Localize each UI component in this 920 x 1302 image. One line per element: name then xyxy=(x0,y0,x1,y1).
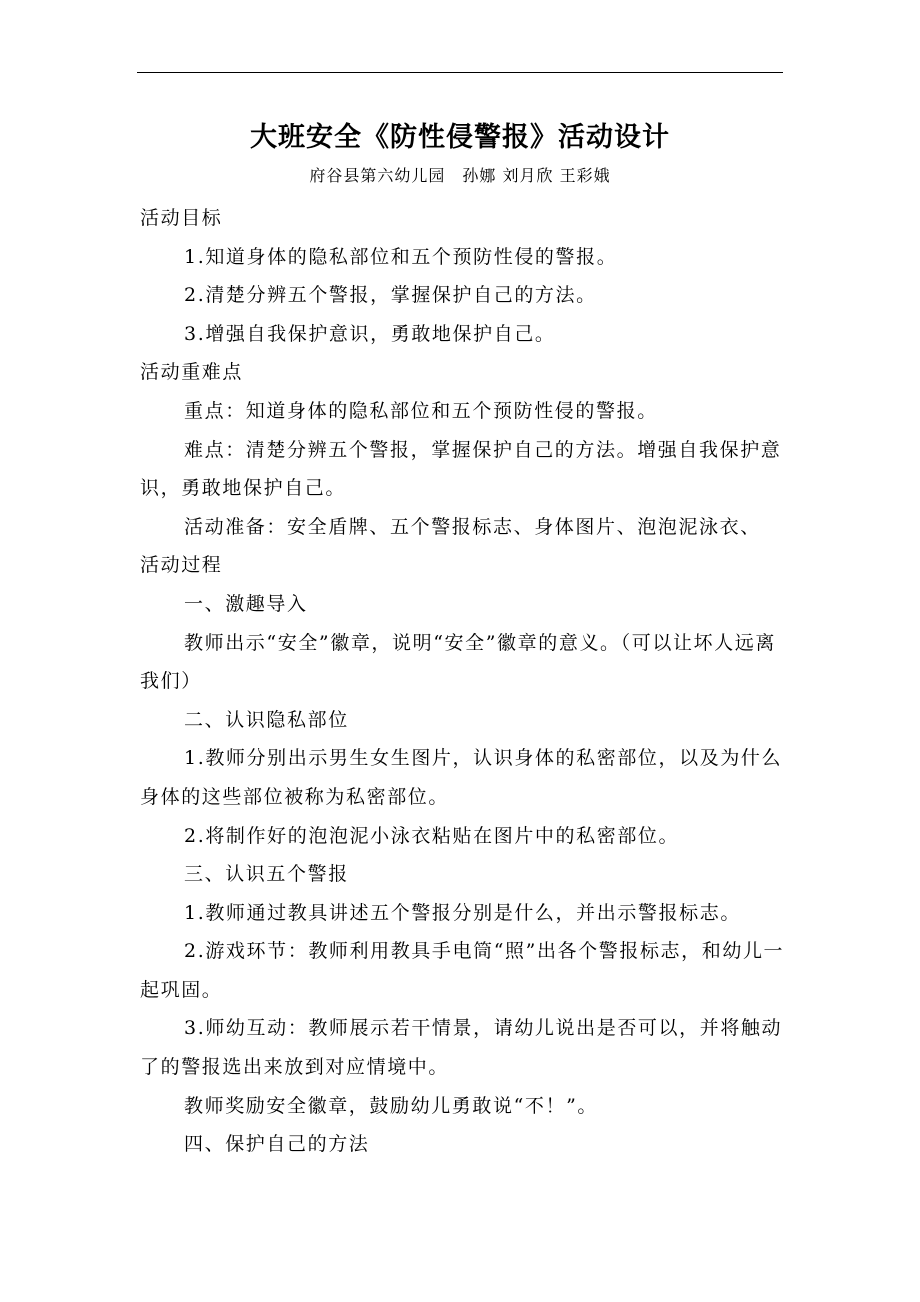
body-paragraph: 三、认识五个警报 xyxy=(184,863,349,886)
body-paragraph: 重点：知道身体的隐私部位和五个预防性侵的警报。 xyxy=(184,399,658,422)
body-paragraph: 教师出示“安全”徽章，说明“安全”徽章的意义。（可以让坏人远离我们） xyxy=(140,631,776,693)
document-body xyxy=(140,199,790,1164)
document-title: 大班安全《防性侵警报》活动设计 xyxy=(250,122,670,153)
body-paragraph: 二、认识隐私部位 xyxy=(184,708,349,731)
body-paragraph: 2.游戏环节：教师利用教具手电筒“照”出各个警报标志，和幼儿一起巩固。 xyxy=(140,940,785,1001)
body-paragraph: 2.将制作好的泡泡泥小泳衣粘贴在图片中的私密部位。 xyxy=(184,824,680,847)
body-paragraph: 1.知道身体的隐私部位和五个预防性侵的警报。 xyxy=(184,245,618,268)
body-paragraph: 一、激趣导入 xyxy=(184,592,308,615)
body-paragraph: 难点：清楚分辨五个警报，掌握保护自己的方法。增强自我保护意识，勇敢地保护自己。 xyxy=(140,438,782,500)
section-heading: 活动过程 xyxy=(140,554,223,577)
section-heading: 活动重难点 xyxy=(140,361,244,384)
document-authors: 府谷县第六幼儿园 孙娜 刘月欣 王彩娥 xyxy=(309,166,611,185)
body-paragraph: 四、保护自己的方法 xyxy=(184,1133,370,1156)
body-paragraph: 2.清楚分辨五个警报，掌握保护自己的方法。 xyxy=(184,284,597,307)
body-paragraph: 1.教师通过教具讲述五个警报分别是什么，并出示警报标志。 xyxy=(184,901,741,924)
body-paragraph: 3.师幼互动：教师展示若干情景，请幼儿说出是否可以，并将触动了的警报选出来放到对应情境中。 xyxy=(140,1017,783,1079)
body-paragraph: 1.教师分别出示男生女生图片，认识身体的私密部位，以及为什么身体的这些部位被称为私密部位。 xyxy=(140,747,783,808)
section-heading: 活动目标 xyxy=(140,207,223,229)
header-rule xyxy=(137,72,783,73)
body-paragraph: 3.增强自我保护意识，勇敢地保护自己。 xyxy=(184,322,556,345)
body-paragraph: 活动准备：安全盾牌、五个警报标志、身体图片、泡泡泥泳衣、 xyxy=(184,515,761,538)
body-paragraph: 教师奖励安全徽章，鼓励幼儿勇敢说“不！”。 xyxy=(184,1094,599,1117)
